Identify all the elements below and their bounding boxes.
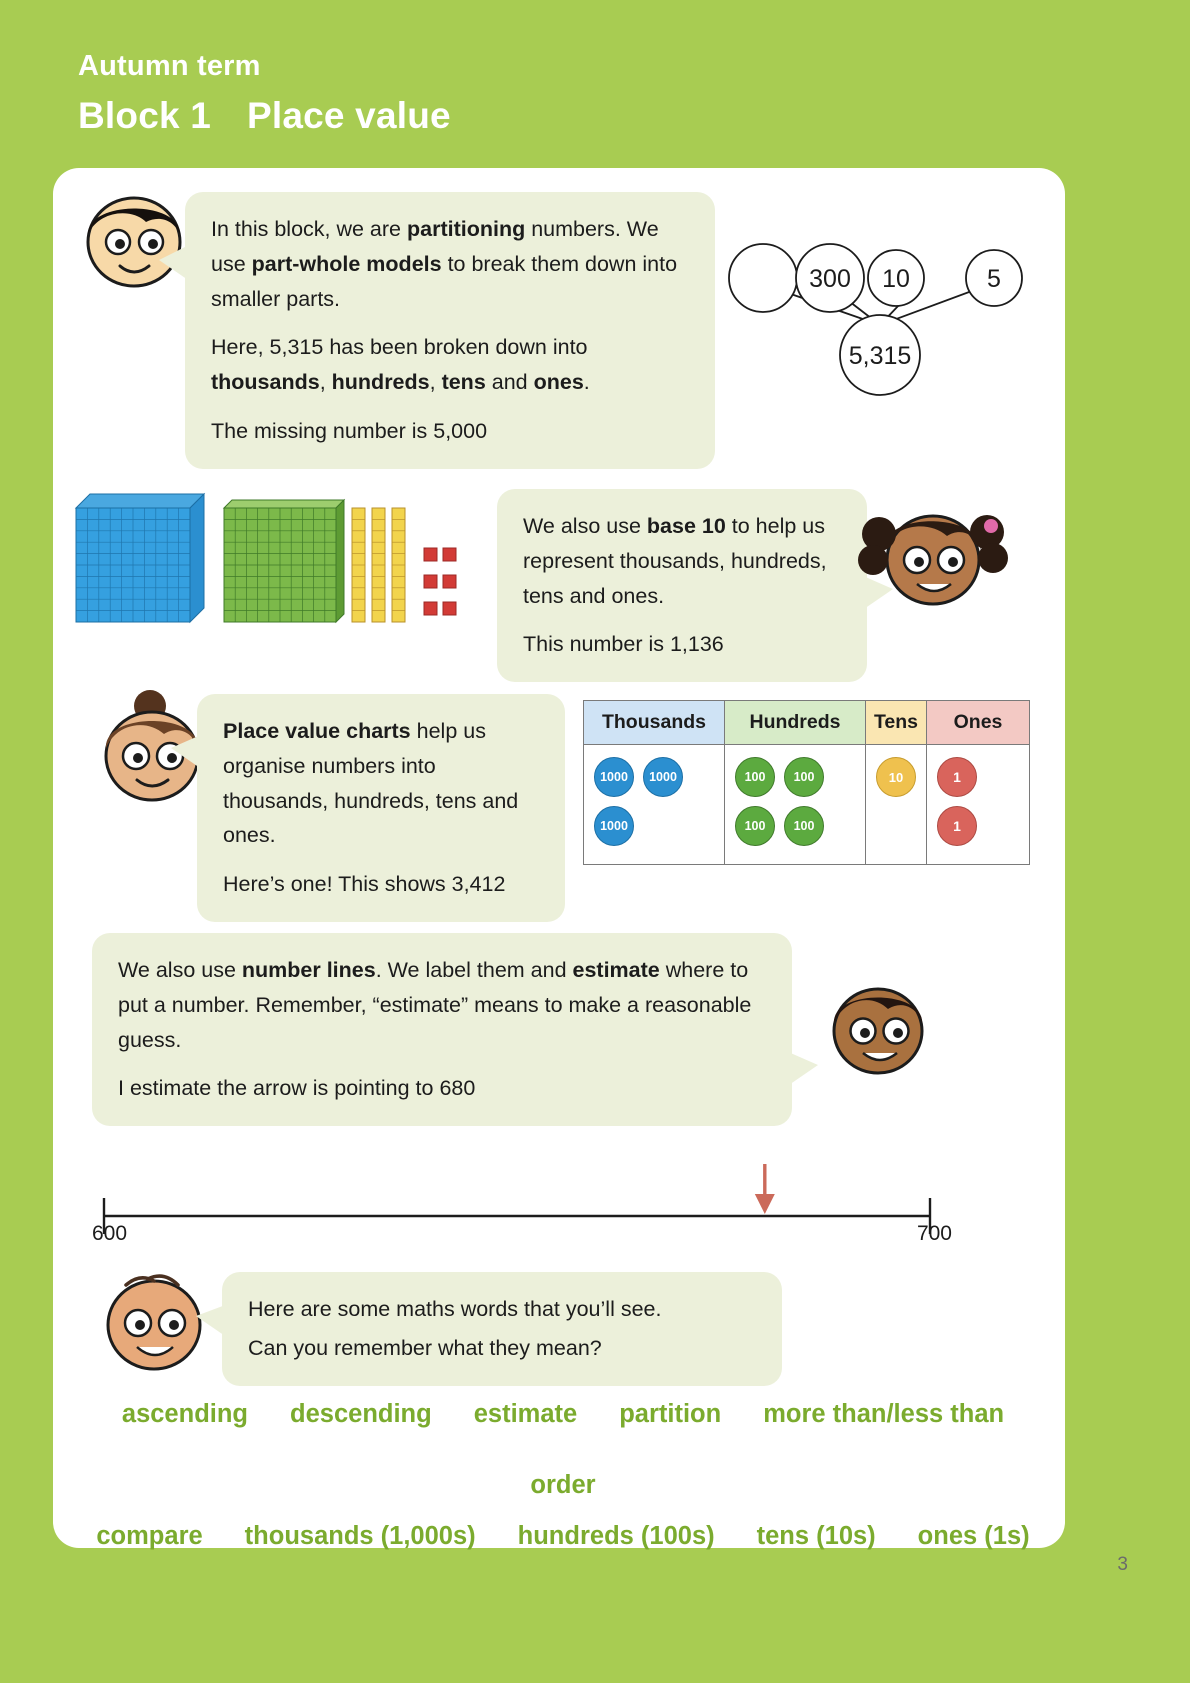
cell-thousands [584, 745, 725, 865]
bubble-vocab-line2: Can you remember what they mean? [248, 1335, 602, 1360]
bubble-pvc-line2: Here’s one! This shows 3,412 [223, 872, 506, 897]
text-fragment-bold: partitioning [406, 217, 526, 241]
column-header-ones: Ones [927, 701, 1030, 745]
counter-100: 100 [784, 806, 824, 846]
cell-hundreds [725, 745, 866, 865]
number-line-end-label: 700 [916, 1222, 952, 1245]
bubble-partitioning-line1 [211, 212, 689, 316]
number-line-diagram [92, 1150, 952, 1270]
base-ten-blocks-diagram [72, 480, 492, 625]
text-fragment-bold: thousands [211, 370, 320, 395]
text-fragment-bold: tens [441, 370, 486, 395]
block-number: Block 1 [78, 95, 212, 136]
character-avatar-girl-1 [855, 498, 1013, 623]
vocabulary-word: compare [96, 1522, 203, 1550]
text-fragment-bold: base 10 [646, 514, 726, 538]
bubble-tail [159, 244, 191, 282]
bubble-place-value-chart [197, 694, 565, 922]
text-fragment: We also use [118, 958, 242, 982]
counter-1: 1 [937, 757, 977, 797]
vocabulary-word: descending [290, 1400, 432, 1428]
column-header-tens: Tens [866, 701, 927, 745]
table-row [584, 745, 1030, 865]
text-fragment-bold: estimate [572, 958, 660, 982]
hundred-flat [224, 500, 344, 622]
text-fragment-bold: hundreds [331, 370, 430, 395]
text-fragment-bold: Place value charts [223, 719, 411, 743]
bubble-partitioning [185, 192, 715, 469]
vocabulary-word: thousands (1,000s) [244, 1522, 476, 1550]
ten-rods [352, 508, 405, 622]
place-value-chart-table [583, 700, 1030, 865]
text-fragment: In this block, we are [211, 217, 407, 241]
text-fragment: . We label them and [375, 958, 573, 982]
counter-1000: 1000 [594, 806, 634, 846]
bubble-number-lines-line1 [118, 953, 766, 1057]
bubble-tail [196, 1304, 228, 1338]
text-fragment-bold: ones [533, 370, 584, 395]
vocabulary-word: partition [619, 1400, 722, 1428]
page-number: 3 [1117, 1554, 1128, 1575]
vocabulary-list [78, 1400, 1048, 1573]
bubble-vocabulary-intro [222, 1272, 782, 1386]
thousand-cube [76, 494, 204, 622]
cell-tens [866, 745, 927, 865]
counter-1000: 1000 [643, 757, 683, 797]
text-fragment: where to put a number. Remember, “estimate” means to make a reasonable guess. [118, 958, 752, 1052]
text-fragment: Here, 5,315 has been broken down into [211, 335, 588, 360]
svg-text:5: 5 [987, 265, 1001, 293]
text-fragment-bold: part-whole models [251, 251, 442, 276]
number-line-start-label: 600 [92, 1222, 128, 1245]
bubble-base-ten [497, 489, 867, 682]
bubble-number-lines [92, 933, 792, 1126]
table-header-row [584, 701, 1030, 745]
cell-ones [927, 745, 1030, 865]
text-fragment-bold: number lines [241, 958, 376, 982]
vocabulary-word: hundreds (100s) [517, 1522, 715, 1550]
character-avatar-boy-2 [818, 975, 938, 1085]
vocabulary-word: order [530, 1471, 596, 1499]
column-header-thousands: Thousands [584, 701, 725, 745]
counter-100: 100 [735, 806, 775, 846]
vocabulary-word: tens (10s) [756, 1522, 876, 1550]
vocabulary-word: ones (1s) [917, 1522, 1030, 1550]
one-units [424, 548, 456, 615]
bubble-base-ten-line2: This number is 1,136 [523, 632, 724, 657]
bubble-base-ten-line1 [523, 509, 841, 613]
vocabulary-row-1 [78, 1400, 1048, 1500]
page-header [78, 50, 451, 137]
counter-10: 10 [876, 757, 916, 797]
bubble-number-lines-line2: I estimate the arrow is pointing to 680 [118, 1076, 476, 1101]
vocabulary-word: estimate [473, 1400, 578, 1428]
text-fragment: , [429, 370, 442, 395]
text-fragment: We also use [523, 514, 647, 538]
svg-text:5,315: 5,315 [848, 342, 912, 370]
term-label: Autumn term [78, 50, 261, 82]
estimate-arrow [755, 1164, 775, 1214]
bubble-vocab-line1: Here are some maths words that you’ll see. [248, 1297, 662, 1321]
svg-text:10: 10 [882, 265, 910, 293]
bubble-pvc-line1 [223, 714, 539, 853]
vocabulary-row-2 [78, 1522, 1048, 1551]
counter-1: 1 [937, 806, 977, 846]
svg-text:300: 300 [809, 265, 851, 293]
column-header-hundreds: Hundreds [725, 701, 866, 745]
text-fragment: and [485, 370, 534, 395]
text-fragment: to break them down into smaller parts. [211, 251, 678, 311]
bubble-tail [786, 1051, 818, 1087]
counter-100: 100 [735, 757, 775, 797]
text-fragment: to help us represent thousands, hundreds, tens and ones. [523, 514, 827, 608]
vocabulary-word: more than/less than [763, 1400, 1005, 1428]
part-whole-model-diagram [720, 230, 1030, 405]
counter-1000: 1000 [594, 757, 634, 797]
counter-100: 100 [784, 757, 824, 797]
vocabulary-word: ascending [121, 1400, 249, 1428]
text-fragment: , [319, 370, 332, 395]
block-title-text: Place value [247, 95, 451, 136]
bubble-partitioning-line2 [211, 330, 689, 400]
bubble-tail [171, 734, 203, 770]
page-title [78, 95, 451, 137]
text-fragment: . [583, 370, 590, 395]
text-fragment: help us organise numbers into thousands, hundreds, tens and ones. [223, 719, 519, 848]
bubble-partitioning-line3: The missing number is 5,000 [211, 419, 488, 444]
text-fragment: numbers. We use [211, 217, 659, 276]
